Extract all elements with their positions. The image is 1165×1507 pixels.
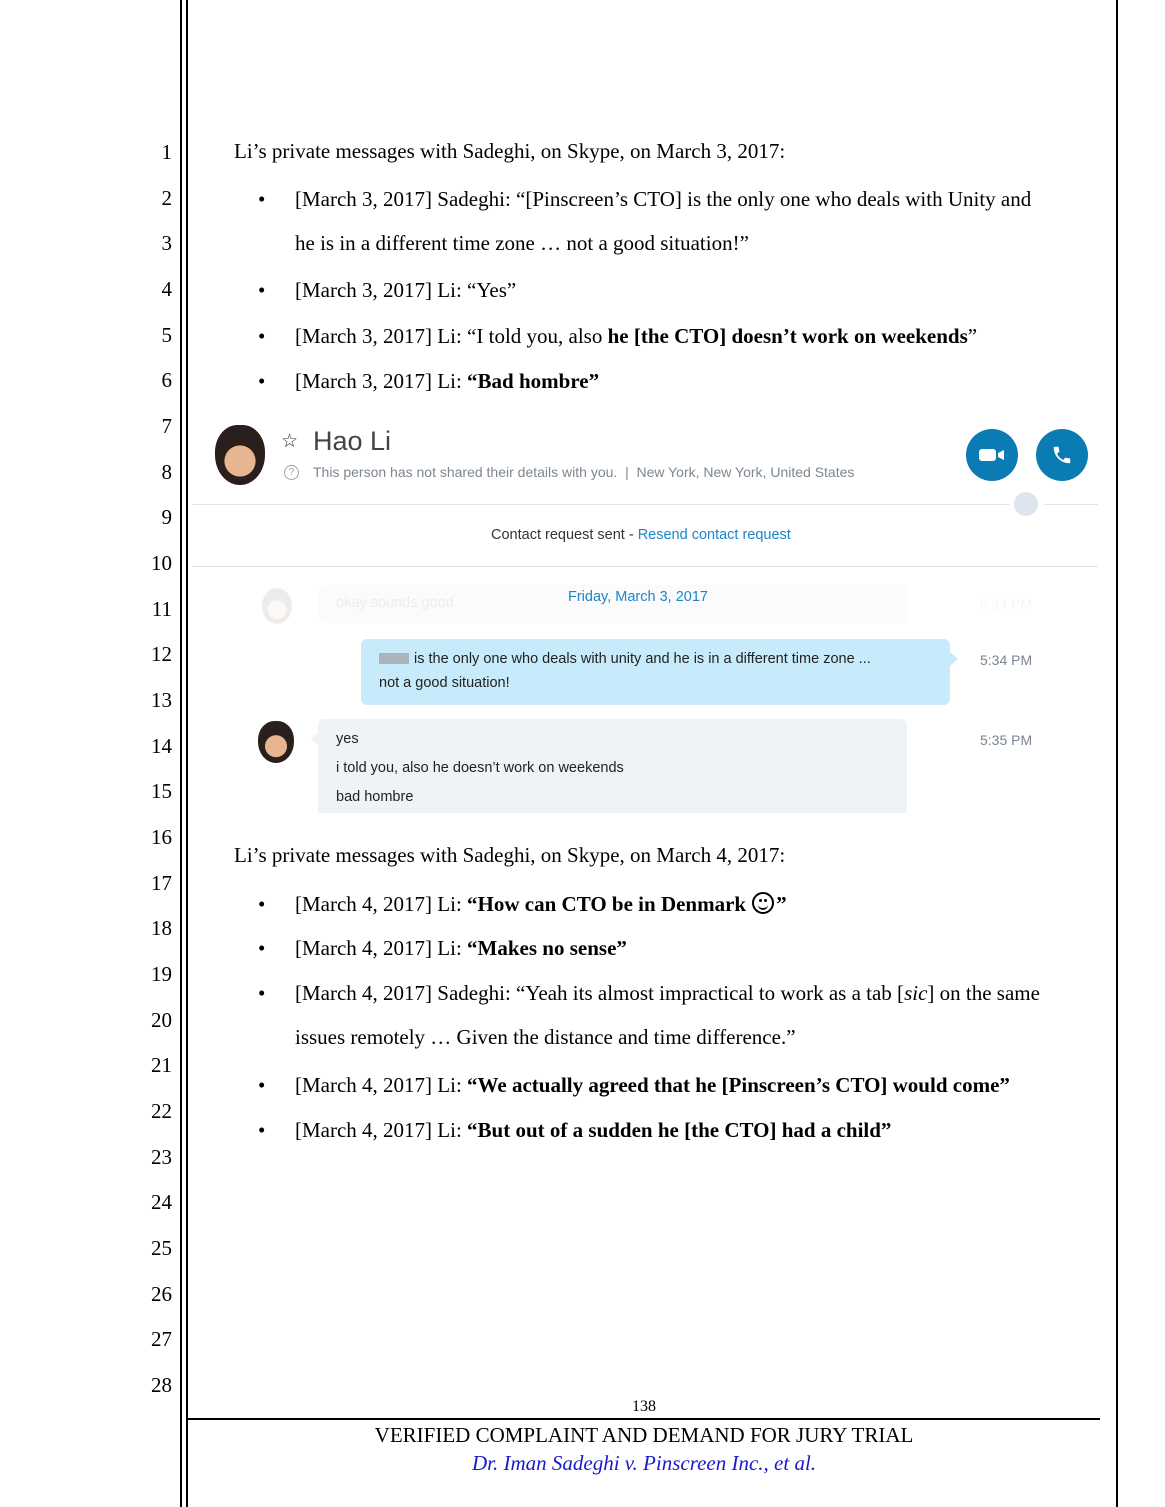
line-number: 1: [161, 140, 172, 164]
outgoing-message-bubble[interactable]: is the only one who deals with unity and he is in a different time zone ... not a good situation!: [361, 639, 950, 705]
bullet-item: • [March 4, 2017] Sadeghi: “Yeah its almost impractical to work as a tab [sic] on the same: [258, 981, 1040, 1005]
line-number: 5: [161, 323, 172, 347]
left-margin-line-inner: [186, 0, 188, 1507]
line-number: 13: [151, 688, 172, 712]
contact-avatar[interactable]: [215, 425, 265, 485]
line-number: 19: [151, 962, 172, 986]
bullet-item: • [March 3, 2017] Li: “Bad hombre”: [258, 369, 600, 393]
message-time: 5:35 PM: [980, 732, 1033, 748]
line-number: 26: [151, 1282, 172, 1306]
help-icon[interactable]: ?: [284, 465, 299, 480]
globe-icon: [1014, 492, 1038, 516]
smiley-emoji-icon: [752, 892, 774, 914]
sender-avatar: [258, 721, 294, 763]
line-number: 21: [151, 1053, 172, 1077]
bullet-icon: •: [258, 278, 266, 302]
line-number: 22: [151, 1099, 172, 1123]
line-number: 10: [151, 551, 172, 575]
line-number: 14: [151, 734, 172, 758]
resend-contact-request-link[interactable]: Resend contact request: [637, 527, 791, 543]
line-number: 11: [151, 597, 172, 621]
header-divider-right: [1044, 504, 1098, 505]
line-number: 8: [161, 460, 172, 484]
line-number: 7: [161, 414, 172, 438]
line-number: 4: [161, 277, 172, 301]
bullet-continuation: he is in a different time zone … not a good situation!”: [295, 231, 749, 255]
incoming-message-bubble[interactable]: yes i told you, also he doesn’t work on weekends bad hombre: [318, 719, 907, 813]
bullet-icon: •: [258, 324, 266, 348]
line-number: 18: [151, 916, 172, 940]
favorite-star-icon[interactable]: ☆: [281, 431, 299, 452]
header-divider: [192, 504, 1010, 505]
section1-intro: Li’s private messages with Sadeghi, on Skype, on March 3, 2017:: [234, 139, 786, 163]
bullet-icon: •: [258, 892, 266, 916]
contact-name: Hao Li: [313, 426, 392, 456]
line-number: 9: [161, 505, 172, 529]
page-number: 138: [632, 1398, 656, 1415]
line-number: 15: [151, 779, 172, 803]
bullet-icon: •: [258, 981, 266, 1005]
line-number: 27: [151, 1327, 172, 1351]
left-margin-line-outer: [180, 0, 182, 1507]
line-number: 2: [161, 186, 172, 210]
line-number: 24: [151, 1190, 172, 1214]
bullet-continuation: issues remotely … Given the distance and time difference.”: [295, 1025, 796, 1049]
line-number: 20: [151, 1008, 172, 1032]
bullet-icon: •: [258, 369, 266, 393]
bullet-item: • [March 4, 2017] Li: “Makes no sense”: [258, 936, 627, 960]
footer-case-name: Dr. Iman Sadeghi v. Pinscreen Inc., et al.: [471, 1451, 817, 1475]
footer-rule: [188, 1418, 1100, 1420]
line-number: 25: [151, 1236, 172, 1260]
bullet-item: • [March 3, 2017] Li: “Yes”: [258, 278, 517, 302]
message-time: 5:34 PM: [980, 652, 1033, 668]
bullet-icon: •: [258, 936, 266, 960]
contact-request-status: Contact request sent - Resend contact request: [491, 527, 791, 543]
faded-avatar: [262, 588, 292, 624]
right-margin-line: [1116, 0, 1118, 1507]
video-camera-icon: [979, 447, 1005, 463]
line-number: 3: [161, 231, 172, 255]
line-number: 17: [151, 871, 172, 895]
phone-icon: [1051, 444, 1073, 466]
bullet-icon: •: [258, 187, 266, 211]
line-number: 28: [151, 1373, 172, 1397]
contact-details-line: This person has not shared their details with you. | New York, New York, United States: [313, 464, 855, 480]
line-number: 16: [151, 825, 172, 849]
line-number: 23: [151, 1145, 172, 1169]
bullet-item: • [March 4, 2017] Li: “How can CTO be in Denmark ”: [258, 892, 787, 916]
bullet-item: • [March 3, 2017] Li: “I told you, also he [the CTO] doesn’t work on weekends”: [258, 324, 978, 348]
bullet-item: • [March 4, 2017] Li: “We actually agreed that he [Pinscreen’s CTO] would come”: [258, 1073, 1010, 1097]
request-divider: [192, 566, 1098, 567]
bullet-item: • [March 3, 2017] Sadeghi: “[Pinscreen’s CTO] is the only one who deals with Unity and: [258, 187, 1032, 211]
redacted-name: [379, 653, 409, 664]
section2-intro: Li’s private messages with Sadeghi, on Skype, on March 4, 2017:: [234, 843, 786, 867]
bullet-icon: •: [258, 1118, 266, 1142]
date-separator: Friday, March 3, 2017: [568, 589, 708, 605]
audio-call-button[interactable]: [1036, 429, 1088, 481]
bullet-item: • [March 4, 2017] Li: “But out of a sudden he [the CTO] had a child”: [258, 1118, 892, 1142]
footer-title: VERIFIED COMPLAINT AND DEMAND FOR JURY TRIAL: [374, 1423, 914, 1447]
bullet-icon: •: [258, 1073, 266, 1097]
video-call-button[interactable]: [966, 429, 1018, 481]
line-number: 6: [161, 368, 172, 392]
line-number: 12: [151, 642, 172, 666]
